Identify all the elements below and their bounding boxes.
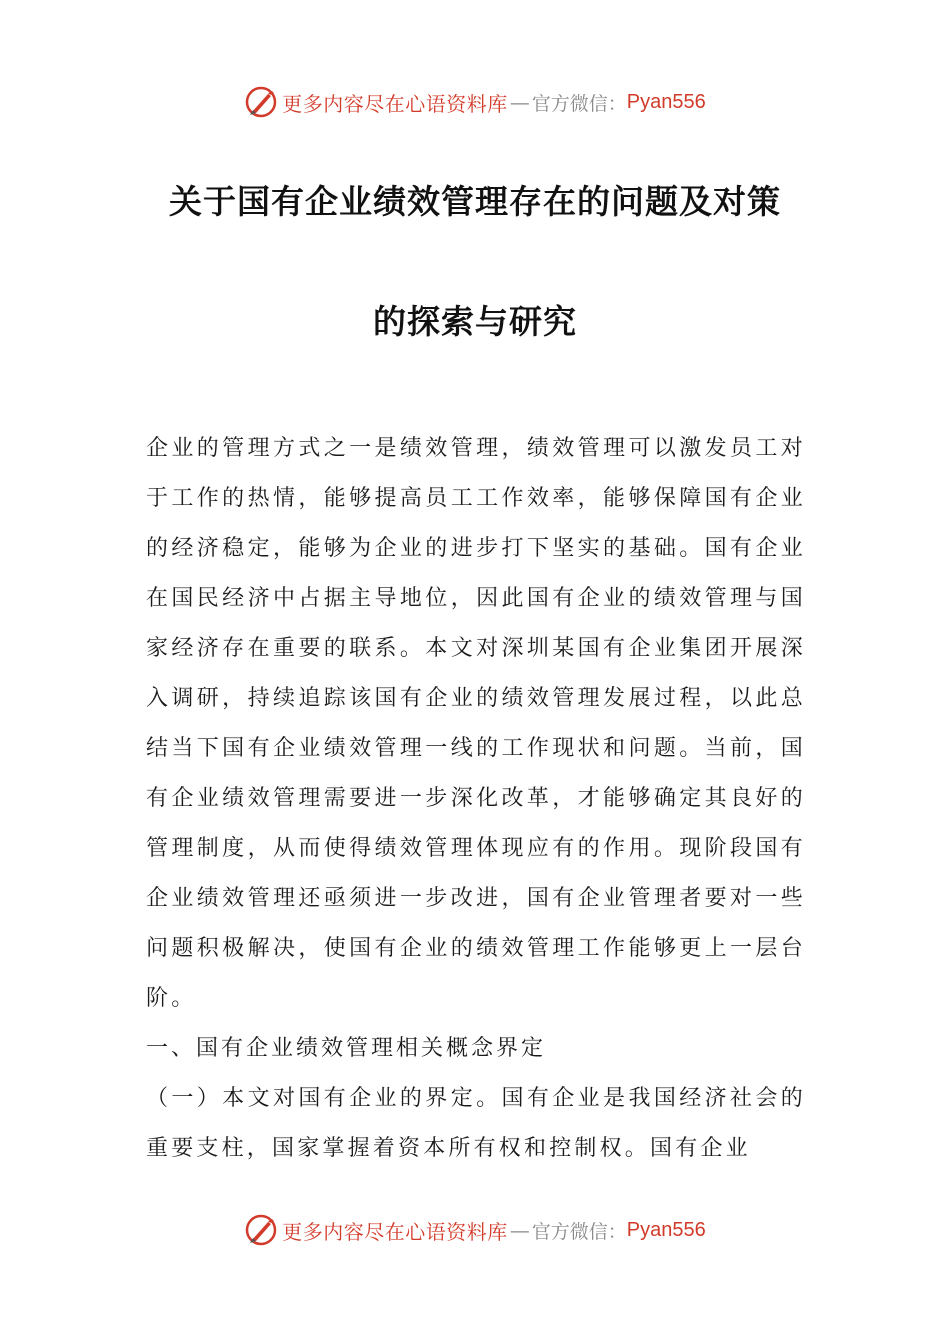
section-1-heading: 一、国有企业绩效管理相关概念界定 bbox=[146, 1036, 547, 1061]
banner-dash: — bbox=[509, 1218, 530, 1242]
banner-dash: — bbox=[509, 90, 530, 114]
banner-wechat-label: 官方微信： bbox=[531, 1220, 627, 1243]
banner-wechat-label: 官方微信： bbox=[531, 92, 627, 115]
quill-pen-logo-icon bbox=[244, 85, 278, 119]
document-title-line-2: 的探索与研究 bbox=[373, 302, 577, 341]
document-body bbox=[146, 424, 806, 1174]
banner-text: 更多内容尽在心语资料库 bbox=[282, 1219, 508, 1244]
header-banner bbox=[0, 84, 950, 120]
document-title-line-1: 关于国有企业绩效管理存在的问题及对策 bbox=[169, 182, 781, 221]
banner-wechat-id: Pyan556 bbox=[626, 90, 706, 113]
footer-banner bbox=[0, 1212, 950, 1248]
banner-wechat-id: Pyan556 bbox=[626, 1218, 706, 1241]
quill-pen-logo-icon bbox=[244, 1213, 278, 1247]
section-1-paragraph: （一）本文对国有企业的界定。国有企业是我国经济社会的重要支柱，国家掌握着资本所有权和控制权。国有企业 bbox=[146, 1086, 806, 1161]
intro-paragraph: 企业的管理方式之一是绩效管理，绩效管理可以激发员工对于工作的热情，能够提高员工工作效率，能够保障国有企业的经济稳定，能够为企业的进步打下坚实的基础。国有企业在国民经济中占据主导地位，因此国有企业的绩效管理与国家经济存在重要的联系。本文对深圳某国有企业集团开展深入调研，持续追踪该国有企业的绩效管理发展过程，以此总结当下国有企业绩效管理一线的工作现状和问题。当前，国有企业绩效管理需要进一步深化改革，才能够确定其良好的管理制度，从而使得绩效管理体现应有的作用。现阶段国有企业绩效管理还亟须进一步改进，国有企业管理者要对一些问题积极解决，使国有企业的绩效管理工作能够更上一层台阶。 bbox=[146, 436, 806, 1011]
banner-text: 更多内容尽在心语资料库 bbox=[282, 91, 508, 116]
